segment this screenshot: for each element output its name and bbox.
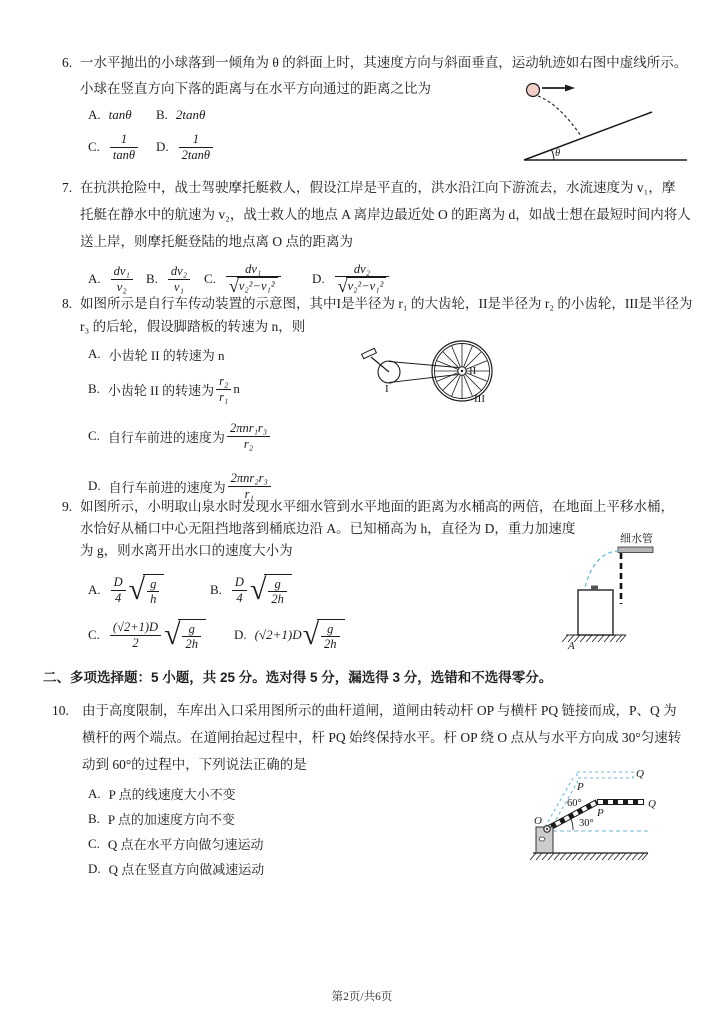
stem-text: 横杆的两个端点。在道闸抬起过程中，杆 PQ 始终保持水平。杆 OP 绕 O 点从与水平方向成 30°匀速转 [82, 730, 682, 745]
stem-text: 为 g，则水离开出水口的速度大小为 [80, 543, 293, 558]
angle-30-label: 30° [579, 818, 594, 829]
option-label: B. [146, 271, 158, 286]
P-raised-label: P [577, 781, 584, 793]
pipe-label: 细水管 [620, 533, 653, 545]
chain-line-top [389, 362, 458, 368]
stem-text: 一水平抛出的小球落到一倾角为 θ 的斜面上时，其速度方向与斜面垂直，运动轨迹如右图中虚线所示。 [80, 55, 688, 70]
option-label: B. [156, 107, 168, 122]
question-7 [40, 174, 698, 303]
P-label: P [597, 807, 604, 819]
velocity-arrowhead [565, 85, 575, 92]
option-label: C. [204, 271, 216, 286]
option-label: D. [88, 478, 101, 493]
option-row [40, 414, 698, 458]
water-pipe [618, 547, 653, 553]
option-text: $\frac{D}{4}$ √ $\frac{g}{h}$ [109, 574, 166, 607]
page-number: 第2页/共6页 [331, 991, 393, 1003]
option-text: 自行车前进的速度为 $\frac{\text{2πnr₁r₃}}{\text{r₂}}$ [108, 421, 272, 451]
ground-hatch [530, 853, 648, 860]
ball-icon [527, 84, 540, 97]
option [88, 132, 156, 162]
stem-text: 如图所示，小明取山泉水时发现水平细水管到水平地面的距离为水桶高的两倍，在地面上平移水桶， [80, 499, 674, 514]
option [234, 619, 346, 652]
option-text: Q 点在竖直方向做减速运动 [108, 862, 265, 877]
option-label: C. [88, 139, 100, 154]
option-text: P 点的加速度方向不变 [107, 812, 235, 827]
stem-text: 由于高度限制，车库出入口采用图所示的曲杆道闸，道闸由转动杆 OP 与横杆 PQ 链接而成，P、Q 为 [82, 703, 677, 718]
trajectory-curve [538, 96, 581, 136]
question-stem-line [40, 50, 698, 76]
option-label: A. [88, 346, 101, 361]
option [88, 809, 235, 828]
stem-text: 小球在竖直方向下落的距离与在水平方向通过的距离之比为 [80, 81, 431, 96]
stem-text: 在抗洪抢险中，战士驾驶摩托艇救人，假设江岸是平直的，洪水沿江向下游流去，水流速度为 v₁，摩 [80, 180, 676, 195]
rod-PQ-raised [577, 772, 633, 778]
question-stem-line [40, 496, 698, 518]
stem-text: 水恰好从桶口中心无阻挡地落到桶底边沿 A。已知桶高为 h，直径为 D，重力加速度 [80, 521, 576, 536]
figure-bicycle-drive [358, 328, 508, 413]
option-label: C. [88, 428, 100, 443]
option-text: dv₁ √ v₂²−v₁² [224, 262, 283, 296]
option-label: B. [88, 381, 100, 396]
option-label: A. [88, 271, 101, 286]
question-stem-line [40, 228, 698, 255]
figure-barrier-gate [528, 760, 704, 868]
option-text: tanθ [108, 107, 132, 122]
incline-line [524, 112, 652, 160]
option [88, 859, 264, 878]
section-heading: 二、多项选择题：5 小题，共 25 分。选对得 5 分，漏选得 3 分，选错和不选得零分。 [43, 670, 553, 685]
angle-60-label: 60° [567, 798, 582, 809]
question-number: 8. [62, 296, 73, 311]
gear-I-label: I [385, 383, 389, 395]
option [210, 574, 293, 607]
option [88, 784, 236, 803]
angle-label: θ [555, 148, 561, 159]
question-stem-line [40, 174, 698, 201]
option [88, 107, 156, 123]
Q-raised-label: Q [636, 768, 644, 780]
option [88, 619, 234, 652]
option [88, 421, 272, 451]
hub-axle [461, 370, 463, 372]
gear-II-label: II [469, 365, 477, 377]
stem-text: 如图所示是自行车传动装置的示意图，其中I是半径为 r₁ 的大齿轮，II是半径为 r₂ 的小齿轮，III是半径为 [80, 296, 693, 311]
option [156, 107, 205, 123]
question-number: 10. [52, 703, 69, 718]
figure-projectile-on-incline [515, 76, 695, 168]
hinge-pin [546, 828, 548, 830]
stem-text: 托艇在静水中的航速为 v₂，战士救人的地点 A 离岸边最近处 O 的距离为 d，如战士想在最短时间内将人 [80, 207, 691, 222]
option-label: D. [88, 860, 101, 876]
option [88, 345, 225, 364]
question-stem-line [40, 697, 698, 724]
post-hole [539, 837, 545, 841]
question-number: 6. [62, 55, 73, 70]
question-stem-line [40, 724, 698, 751]
option-text: $\frac{1}{2\tan\theta}$ [177, 132, 215, 162]
option-text: 小齿轮 II 的转速为 $\frac{\text{r₂}}{\text{r₁}}$ n [107, 374, 240, 404]
Q-label: Q [648, 798, 656, 810]
question-stem-line [40, 201, 698, 228]
option [88, 574, 210, 607]
stem-text: 送上岸，则摩托艇登陆的地点离 O 点的距离为 [80, 234, 353, 249]
stem-text: r₃ 的后轮，假设脚踏板的转速为 n，则 [80, 319, 306, 334]
bucket [578, 590, 613, 635]
option-label: C. [88, 835, 100, 851]
option-text: dv₂ √ v₂²−v₁² [333, 262, 392, 296]
option-label: A. [88, 107, 101, 122]
question-stem-line [40, 292, 698, 315]
O-label: O [534, 815, 542, 827]
figure-water-pipe-bucket [558, 528, 722, 653]
crank-arm [371, 357, 389, 372]
option [88, 374, 240, 404]
option-text: 小齿轮 II 的转速为 n [108, 347, 225, 363]
option-text: $\frac{(√2+1)D}{2}$ √ $\frac{g}{2h}$ [108, 619, 207, 652]
option-text: P 点的线速度大小不变 [108, 787, 236, 802]
option [88, 834, 264, 853]
option-label: A. [88, 785, 101, 801]
option-text: 2tanθ [175, 107, 206, 122]
option [156, 132, 215, 162]
option-label: D. [234, 627, 247, 642]
option-label: A. [88, 582, 101, 597]
angle-arc [551, 149, 554, 160]
option-label: B. [88, 810, 100, 826]
option-text: Q 点在水平方向做匀速运动 [107, 837, 264, 852]
pedal [362, 348, 377, 358]
option-text: $\frac{D}{4}$ √ $\frac{g}{2h}$ [230, 574, 293, 607]
option-text: $\frac{1}{\tan\theta}$ [108, 132, 140, 162]
stem-text: 动到 60°的过程中，下列说法正确的是 [82, 757, 307, 772]
bucket-knob [591, 586, 598, 591]
question-number: 9. [62, 499, 73, 514]
option-text: (√2+1)D √ $\frac{g}{2h}$ [255, 619, 346, 652]
option-text: $\frac{\text{dv₁}}{\text{v₂}}$ [109, 264, 135, 294]
option-label: C. [88, 627, 100, 642]
wheel-III-label: III [474, 393, 485, 405]
option [88, 264, 146, 294]
option [146, 264, 204, 294]
option-text: 自行车前进的速度为 $\frac{\text{2πnr₂r₃}}{\text{r₁}}$ [109, 471, 273, 501]
option-label: D. [156, 139, 169, 154]
corner-A-label: A [568, 640, 575, 652]
option-text: $\frac{\text{dv₂}}{\text{v₁}}$ [166, 264, 192, 294]
option-label: B. [210, 582, 222, 597]
option-label: D. [312, 271, 325, 286]
question-number: 7. [62, 180, 73, 195]
